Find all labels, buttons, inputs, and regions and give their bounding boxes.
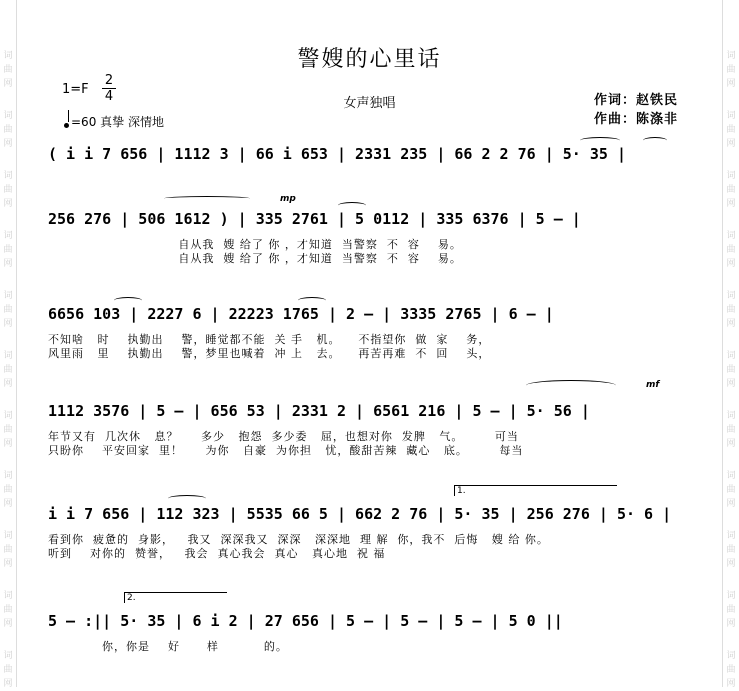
watermark-glyph: 曲 <box>726 425 736 435</box>
watermark-glyph: 曲 <box>726 245 736 255</box>
watermark-glyph: 词 <box>726 351 736 361</box>
watermark-glyph: 词 <box>3 351 13 361</box>
watermark-glyph: 网 <box>726 139 736 149</box>
lyrics-verse-2: 风里雨 里 执勤出 警，梦里也喊着 冲 上 去。 再苦再难 不 回 头， <box>48 347 491 360</box>
watermark-glyph: 词 <box>726 231 736 241</box>
watermark-glyph: 词 <box>726 651 736 661</box>
watermark-glyph: 曲 <box>3 65 13 75</box>
watermark-glyph: 网 <box>3 199 13 209</box>
watermark-glyph: 曲 <box>726 185 736 195</box>
watermark-glyph: 网 <box>3 439 13 449</box>
watermark-glyph: 网 <box>3 139 13 149</box>
watermark-glyph: 曲 <box>3 425 13 435</box>
watermark-glyph: 词 <box>3 411 13 421</box>
watermark-glyph: 词 <box>726 471 736 481</box>
key-signature: 1=F <box>62 82 89 97</box>
watermark-glyph: 词 <box>3 471 13 481</box>
slur <box>168 495 206 502</box>
watermark-glyph: 网 <box>726 619 736 629</box>
lyrics-verse-1: 不知啥 时 执勤出 警，睡觉都不能 关 手 机。 不指望你 做 家 务， <box>48 333 491 346</box>
note-stem <box>68 110 69 122</box>
watermark-glyph: 曲 <box>726 125 736 135</box>
dynamic-mf: mf <box>646 380 660 390</box>
lyrics-verse-1: 看到你 疲惫的 身影， 我又 深深我又 深深 深深地 理 解 你，我不 后悔 嫂 给 你。 <box>48 533 549 546</box>
composer-credit: 作曲：陈涤非 <box>594 112 679 127</box>
watermark-glyph: 网 <box>3 79 13 89</box>
slur <box>580 137 620 144</box>
slur <box>114 297 142 304</box>
slur <box>338 202 366 209</box>
watermark-glyph: 词 <box>3 291 13 301</box>
watermark-glyph: 词 <box>726 411 736 421</box>
watermark-glyph: 网 <box>3 379 13 389</box>
watermark-glyph: 网 <box>726 379 736 389</box>
watermark-glyph: 词 <box>3 111 13 121</box>
watermark-glyph: 网 <box>726 259 736 269</box>
watermark-glyph: 词 <box>3 51 13 61</box>
notation-line: 1112 3576 | 5 – | 656 53 | 2331 2 | 6561 216 | 5 – | 5· 56 | <box>48 402 590 420</box>
watermark-glyph: 词 <box>3 231 13 241</box>
time-signature-top: 2 <box>102 73 116 89</box>
tempo-marking <box>64 113 164 130</box>
slur <box>298 297 326 304</box>
watermark-glyph: 词 <box>3 171 13 181</box>
watermark-glyph: 曲 <box>3 605 13 615</box>
notation-line: ( i i 7 656 | 1112 3 | 66 i 653 | 2331 235 | 66 2 2 76 | 5· 35 | <box>48 145 626 163</box>
watermark-glyph: 曲 <box>3 245 13 255</box>
second-ending-bracket: 2. <box>124 592 227 603</box>
watermark-glyph: 曲 <box>3 305 13 315</box>
watermark-glyph: 词 <box>726 291 736 301</box>
tempo-text: =60 真挚 深情地 <box>71 115 164 129</box>
performance-type: 女声独唱 <box>343 96 396 111</box>
watermark-glyph: 网 <box>726 679 736 689</box>
watermark-glyph: 曲 <box>3 485 13 495</box>
watermark-glyph: 词 <box>726 531 736 541</box>
watermark-glyph: 词 <box>726 51 736 61</box>
watermark-glyph: 曲 <box>3 665 13 675</box>
watermark-glyph: 曲 <box>726 65 736 75</box>
notation-line: 256 276 | 506 1612 ) | 335 2761 | 5 0112 | 335 6376 | 5 – | <box>48 210 581 228</box>
time-signature-bottom: 4 <box>104 89 114 104</box>
watermark-glyph: 曲 <box>726 605 736 615</box>
lyrics-verse-1: 年节又有 几次休 息？ 多少 抱怨 多少委 屈，也想对你 发脾 气。 可当 <box>48 430 519 443</box>
watermark-glyph: 网 <box>726 499 736 509</box>
watermark-glyph: 词 <box>726 111 736 121</box>
watermark-glyph: 网 <box>3 319 13 329</box>
slur <box>643 137 667 144</box>
lyrics-verse-2: 只盼你 平安回家 里！ 为你 自豪 为你担 忧，酸甜苦辣 藏心 底。 每当 <box>48 444 524 457</box>
notation-line: i i 7 656 | 112 323 | 5535 66 5 | 662 2 76 | 5· 35 | 256 276 | 5· 6 | <box>48 505 672 523</box>
watermark-glyph: 曲 <box>3 185 13 195</box>
watermark-glyph: 曲 <box>726 365 736 375</box>
watermark-glyph: 网 <box>726 79 736 89</box>
watermark-glyph: 曲 <box>3 545 13 555</box>
lyricist-credit: 作词：赵铁民 <box>594 93 679 108</box>
watermark-glyph: 曲 <box>726 305 736 315</box>
watermark-glyph: 网 <box>3 559 13 569</box>
lyrics-verse-1: 你，你是 好 样 的。 <box>48 640 288 653</box>
first-ending-bracket: 1. <box>454 485 617 496</box>
watermark-glyph: 曲 <box>3 365 13 375</box>
watermark-glyph: 曲 <box>726 545 736 555</box>
lyrics-verse-2: 听到 对你的 赞誉， 我会 真心我会 真心 真心地 祝 福 <box>48 547 386 560</box>
watermark-glyph: 网 <box>3 499 13 509</box>
watermark-glyph: 曲 <box>726 665 736 675</box>
watermark-glyph: 曲 <box>3 125 13 135</box>
watermark-glyph: 网 <box>3 619 13 629</box>
lyrics-verse-1: 自从我 嫂 给了 你 ，才知道 当警察 不 容 易。 <box>48 238 462 251</box>
phrase-slur <box>526 380 616 391</box>
watermark-glyph: 网 <box>726 559 736 569</box>
watermark-glyph: 词 <box>3 591 13 601</box>
watermark-glyph: 词 <box>3 531 13 541</box>
page-title: 警嫂的心里话 <box>297 47 442 72</box>
watermark-glyph: 词 <box>726 591 736 601</box>
watermark-glyph: 网 <box>726 319 736 329</box>
watermark-glyph: 网 <box>726 199 736 209</box>
watermark-glyph: 词 <box>726 171 736 181</box>
notation-line: 5 – :|| 5· 35 | 6 i 2 | 27 656 | 5 – | 5 – | 5 – | 5 0 || <box>48 612 563 630</box>
watermark-glyph: 网 <box>3 259 13 269</box>
crescendo-line <box>164 196 250 201</box>
watermark-glyph: 词 <box>3 651 13 661</box>
quarter-note-icon <box>64 123 69 128</box>
watermark-glyph: 网 <box>726 439 736 449</box>
dynamic-mp: mp <box>280 194 296 204</box>
notation-line: 6656 103 | 2227 6 | 22223 1765 | 2 – | 3335 2765 | 6 – | <box>48 305 554 323</box>
watermark-glyph: 曲 <box>726 485 736 495</box>
lyrics-verse-2: 自从我 嫂 给了 你 ，才知道 当警察 不 容 易。 <box>48 252 462 265</box>
watermark-glyph: 网 <box>3 679 13 689</box>
